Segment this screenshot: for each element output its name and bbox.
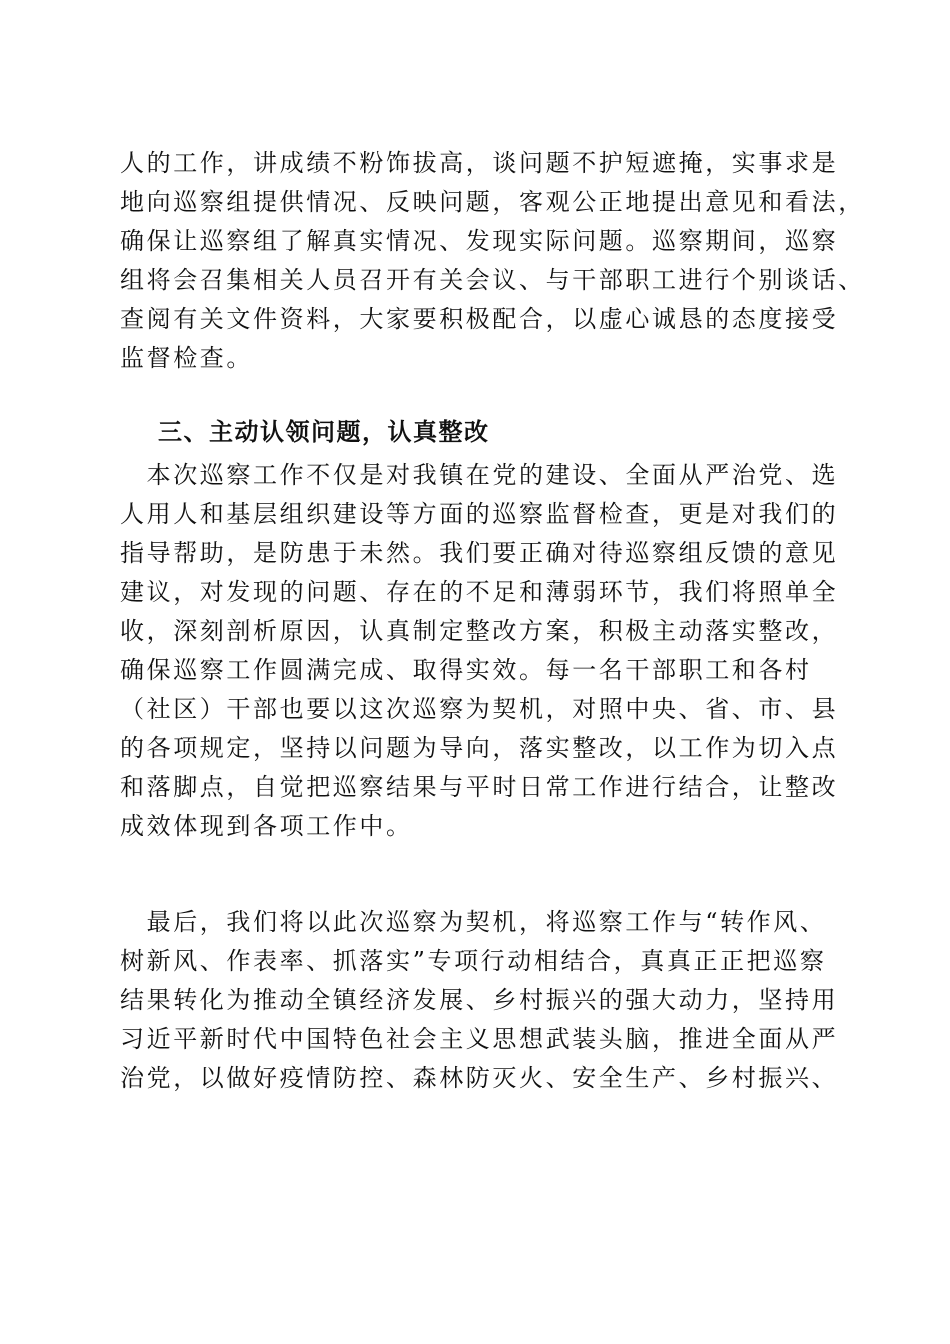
paragraph-line: （社区）干部也要以这次巡察为契机，对照中央、省、市、县 xyxy=(120,695,839,723)
paragraph-line: 本次巡察工作不仅是对我镇在党的建设、全面从严治党、选 xyxy=(120,461,839,489)
paragraph-2 xyxy=(120,456,840,846)
paragraph-line: 结果转化为推动全镇经济发展、乡村振兴的强大动力，坚持用 xyxy=(120,986,839,1014)
paragraph-line: 人用人和基层组织建设等方面的巡察监督检查，更是对我们的 xyxy=(120,500,839,528)
paragraph-1 xyxy=(120,144,865,378)
paragraph-line: 地向巡察组提供情况、反映问题，客观公正地提出意见和看法， xyxy=(120,188,865,216)
section-heading: 三、主动认领问题，认真整改 xyxy=(158,418,490,446)
paragraph-line: 和落脚点，自觉把巡察结果与平时日常工作进行结合，让整改 xyxy=(120,773,839,801)
paragraph-line: 治党，以做好疫情防控、森林防灭火、安全生产、乡村振兴、 xyxy=(120,1064,839,1092)
paragraph-line: 最后，我们将以此次巡察为契机，将巡察工作与“转作风、 xyxy=(120,908,827,936)
paragraph-line: 建议，对发现的问题、存在的不足和薄弱环节，我们将照单全 xyxy=(120,578,839,606)
paragraph-line: 树新风、作表率、抓落实”专项行动相结合，真真正正把巡察 xyxy=(120,947,827,975)
paragraph-3 xyxy=(120,903,840,1098)
paragraph-line: 习近平新时代中国特色社会主义思想武装头脑，推进全面从严 xyxy=(120,1025,839,1053)
paragraph-line: 的各项规定，坚持以问题为导向，落实整改，以工作为切入点 xyxy=(120,734,839,762)
paragraph-line: 组将会召集相关人员召开有关会议、与干部职工进行个别谈话、 xyxy=(120,266,865,294)
paragraph-line: 指导帮助，是防患于未然。我们要正确对待巡察组反馈的意见 xyxy=(120,539,839,567)
paragraph-line: 收，深刻剖析原因，认真制定整改方案，积极主动落实整改， xyxy=(120,617,839,645)
paragraph-line: 人的工作，讲成绩不粉饰拔高，谈问题不护短遮掩，实事求是 xyxy=(120,149,839,177)
paragraph-line: 查阅有关文件资料，大家要积极配合，以虚心诚恳的态度接受 xyxy=(120,305,839,333)
paragraph-line: 监督检查。 xyxy=(120,344,253,372)
paragraph-line: 确保巡察工作圆满完成、取得实效。每一名干部职工和各村 xyxy=(120,656,812,684)
paragraph-line: 确保让巡察组了解真实情况、发现实际问题。巡察期间，巡察 xyxy=(120,227,839,255)
paragraph-line: 成效体现到各项工作中。 xyxy=(120,812,413,840)
